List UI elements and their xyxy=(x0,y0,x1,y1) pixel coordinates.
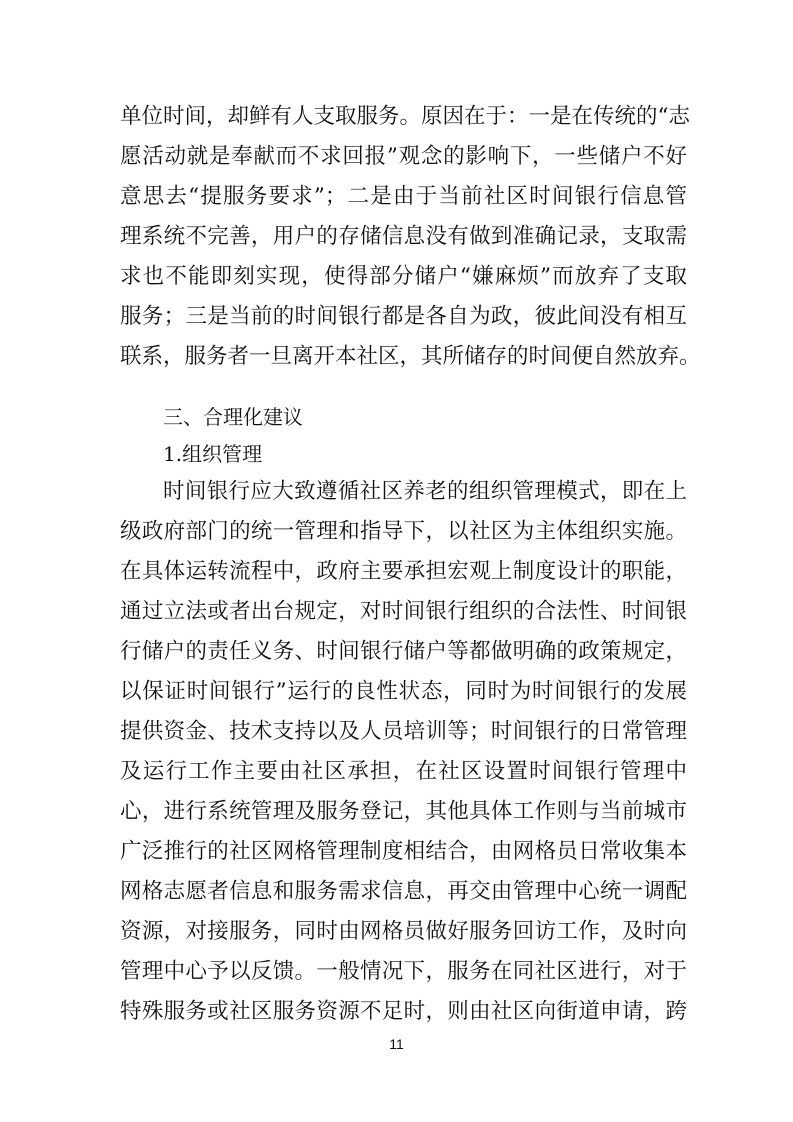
page-number: 11 xyxy=(389,1036,404,1052)
paragraph2-line-9: 心，进行系统管理及服务登记，其他具体工作则与当前城市 xyxy=(120,799,687,824)
subsection-heading: 1.组织管理 xyxy=(163,442,263,466)
paragraph2-line-13: 管理中心予以反馈。一般情况下，服务在同社区进行，对于 xyxy=(120,959,687,984)
paragraph2-line-4: 通过立法或者出台规定，对时间银行组织的合法性、时间银 xyxy=(120,599,687,624)
paragraph1-line-6: 服务；三是当前的时间银行都是各自为政，彼此间没有相互 xyxy=(120,304,687,329)
section-heading: 三、合理化建议 xyxy=(163,405,303,429)
paragraph1-line-7: 联系，服务者一旦离开本社区，其所储存的时间便自然放弃。 xyxy=(120,344,701,369)
paragraph1-line-2: 愿活动就是奉献而不求回报”观念的影响下，一些储户不好 xyxy=(120,144,687,169)
paragraph2-line-11: 网格志愿者信息和服务需求信息，再交由管理中心统一调配 xyxy=(120,879,687,904)
paragraph1-line-4: 理系统不完善，用户的存储信息没有做到准确记录，支取需 xyxy=(120,224,687,249)
paragraph1-line-5: 求也不能即刻实现，使得部分储户“嫌麻烦”而放弃了支取 xyxy=(120,264,687,289)
paragraph2-line-14: 特殊服务或社区服务资源不足时，则由社区向街道申请，跨 xyxy=(120,999,687,1024)
paragraph2-line-3: 在具体运转流程中，政府主要承担宏观上制度设计的职能， xyxy=(120,559,687,584)
paragraph1-line-1: 单位时间，却鲜有人支取服务。原因在于：一是在传统的“志 xyxy=(120,104,690,129)
paragraph2-line-12: 资源，对接服务，同时由网格员做好服务回访工作，及时向 xyxy=(120,919,687,944)
paragraph1-line-3: 意思去“提服务要求”；二是由于当前社区时间银行信息管 xyxy=(120,184,687,209)
paragraph2-line-7: 提供资金、技术支持以及人员培训等；时间银行的日常管理 xyxy=(120,719,687,744)
paragraph2-line-1: 时间银行应大致遵循社区养老的组织管理模式，即在上 xyxy=(163,479,687,504)
paragraph2-line-2: 级政府部门的统一管理和指导下，以社区为主体组织实施。 xyxy=(120,519,687,544)
paragraph2-line-10: 广泛推行的社区网格管理制度相结合，由网格员日常收集本 xyxy=(120,839,687,864)
paragraph2-line-5: 行储户的责任义务、时间银行储户等都做明确的政策规定， xyxy=(120,639,687,664)
paragraph2-line-6: 以保证时间银行”运行的良性状态，同时为时间银行的发展 xyxy=(120,679,687,704)
paragraph2-line-8: 及运行工作主要由社区承担，在社区设置时间银行管理中 xyxy=(120,759,687,784)
